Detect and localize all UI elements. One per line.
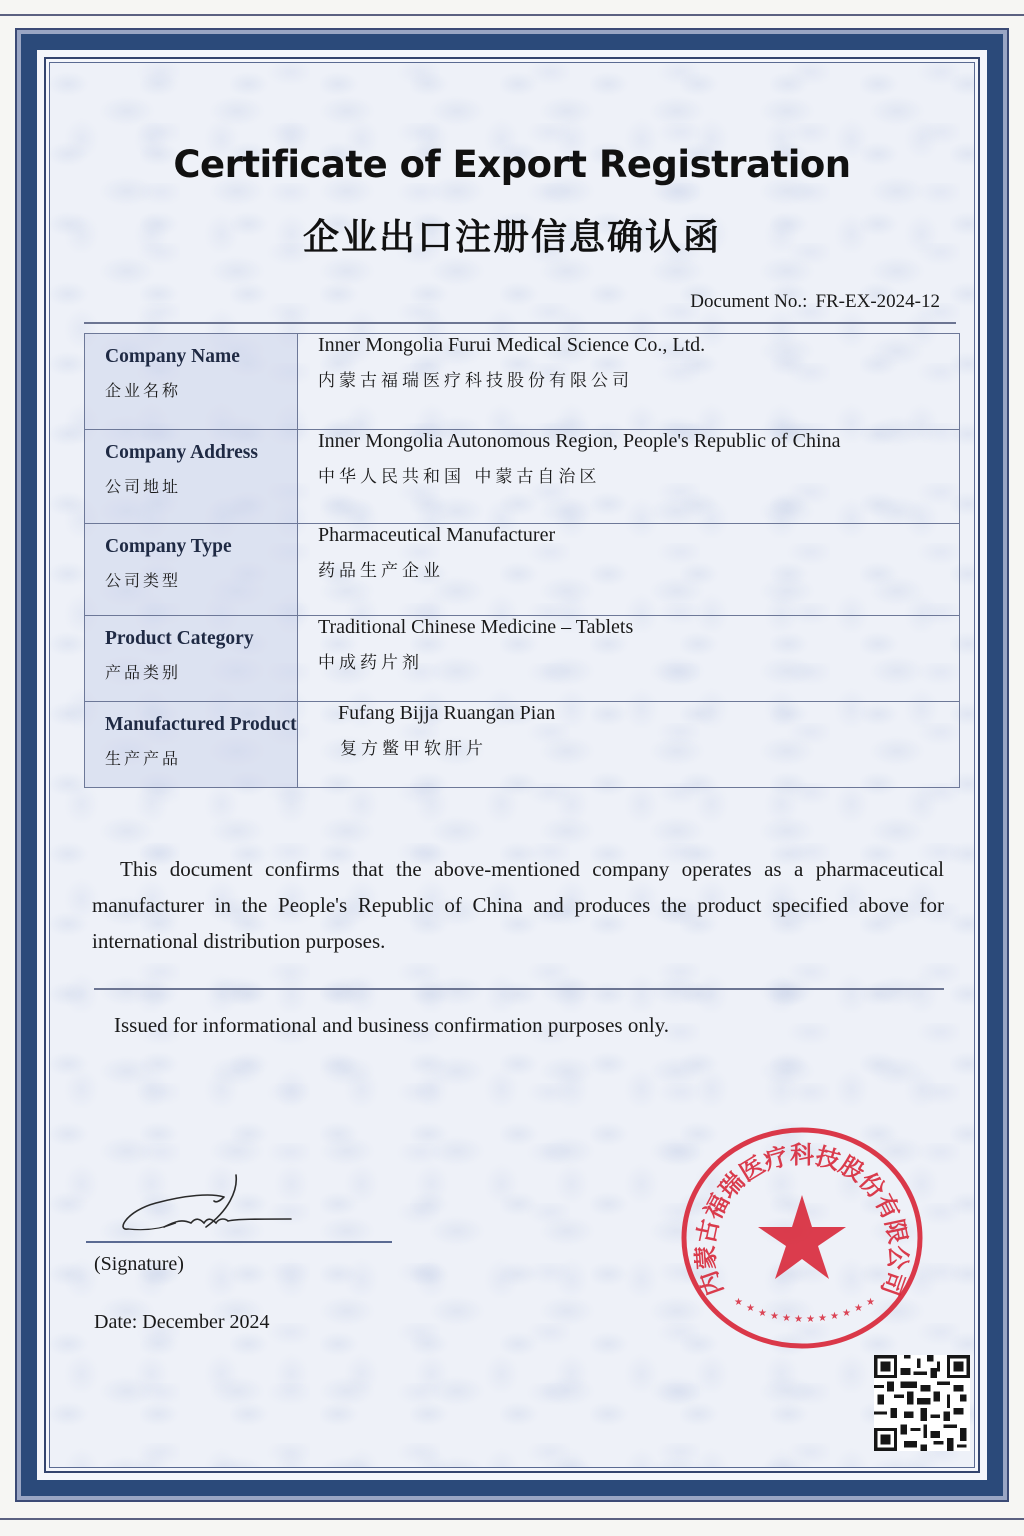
issued-note: Issued for informational and business confirmation purposes only.: [114, 1013, 670, 1037]
svg-text:★: ★: [854, 1303, 863, 1314]
value-cell: [298, 702, 960, 788]
issue-date: Date: December 2024: [94, 1311, 270, 1333]
value-en: Traditional Chinese Medicine – Tablets: [318, 616, 634, 638]
label-zh: 公司类型: [105, 571, 182, 590]
value-cell: [298, 430, 960, 524]
label-cell: [85, 702, 298, 788]
document-number: [690, 291, 940, 313]
signature-line: [86, 1241, 392, 1243]
svg-text:★: ★: [842, 1308, 851, 1319]
label-cell: [85, 334, 298, 430]
table-row-manufactured-product: [85, 702, 960, 788]
value-cell: [298, 524, 960, 616]
label-cell: [85, 616, 298, 702]
header-divider: [84, 322, 956, 324]
svg-text:★: ★: [806, 1314, 815, 1325]
signature-label: (Signature): [94, 1253, 184, 1275]
table-row-product-category: [85, 616, 960, 702]
top-outer-rule: [0, 14, 1024, 16]
table-row-company-name: [85, 334, 960, 430]
svg-text:★: ★: [818, 1313, 827, 1324]
qr-code: [872, 1355, 972, 1451]
value-cell: [298, 616, 960, 702]
svg-text:★: ★: [782, 1313, 791, 1324]
frame-navy-border: [21, 34, 1003, 1496]
svg-text:★: ★: [758, 1308, 767, 1319]
label-en: Company Address: [105, 442, 258, 463]
value-en: Inner Mongolia Furui Medical Science Co., Ltd.: [318, 334, 706, 356]
label-en: Company Name: [105, 346, 240, 367]
svg-text:★: ★: [770, 1311, 779, 1322]
document-number-value: FR-EX-2024-12: [815, 291, 940, 312]
table-row-company-type: [85, 524, 960, 616]
value-en: Fufang Bijja Ruangan Pian: [338, 702, 556, 724]
document-number-label: Document No.:: [690, 291, 808, 312]
certificate-body: [49, 62, 975, 1468]
value-zh: 药品生产企业: [318, 561, 444, 581]
label-en: Product Category: [105, 628, 254, 649]
table-row-company-address: [85, 430, 960, 524]
svg-text:★: ★: [734, 1297, 743, 1308]
certificate-frame: [15, 28, 1009, 1502]
value-cell: [298, 334, 960, 430]
body-divider: [94, 988, 944, 990]
svg-text:★: ★: [794, 1314, 803, 1325]
label-cell: [85, 430, 298, 524]
value-en: Pharmaceutical Manufacturer: [318, 524, 556, 546]
title-english: Certificate of Export Registration: [173, 143, 851, 186]
frame-white-border: [37, 50, 987, 1480]
svg-text:★: ★: [830, 1311, 839, 1322]
value-zh: 复方鳖甲软肝片: [340, 739, 487, 759]
value-zh: 中成药片剂: [318, 653, 423, 673]
bottom-outer-rule: [0, 1518, 1024, 1520]
seal-text: 内蒙古福瑞医疗科技股份有限公司: [691, 1141, 913, 1300]
frame-inner-border: [44, 57, 980, 1473]
signature-graphic: [116, 1171, 316, 1241]
info-table: [84, 333, 960, 788]
title-chinese: 企业出口注册信息确认函: [302, 217, 721, 258]
confirmation-paragraph: This document confirms that the above-mentioned company operates as a pharmaceutical manufacturer in the People's Republic of China and produces the product specified above for international distribution purposes.: [92, 857, 944, 953]
label-zh: 产品类别: [105, 663, 182, 682]
svg-text:★: ★: [746, 1303, 755, 1314]
value-zh: 内蒙古福瑞医疗科技股份有限公司: [318, 371, 633, 391]
svg-text:★: ★: [866, 1297, 875, 1308]
star-icon: [758, 1195, 846, 1279]
label-zh: 公司地址: [105, 477, 182, 496]
value-zh: 中华人民共和国 中蒙古自治区: [318, 467, 601, 487]
label-en: Manufactured Product: [105, 714, 297, 735]
label-en: Company Type: [105, 536, 232, 557]
value-en: Inner Mongolia Autonomous Region, People's Republic of China: [318, 430, 841, 452]
label-zh: 生产产品: [105, 749, 182, 768]
label-cell: [85, 524, 298, 616]
company-seal: [672, 1123, 932, 1353]
label-zh: 企业名称: [105, 381, 182, 400]
